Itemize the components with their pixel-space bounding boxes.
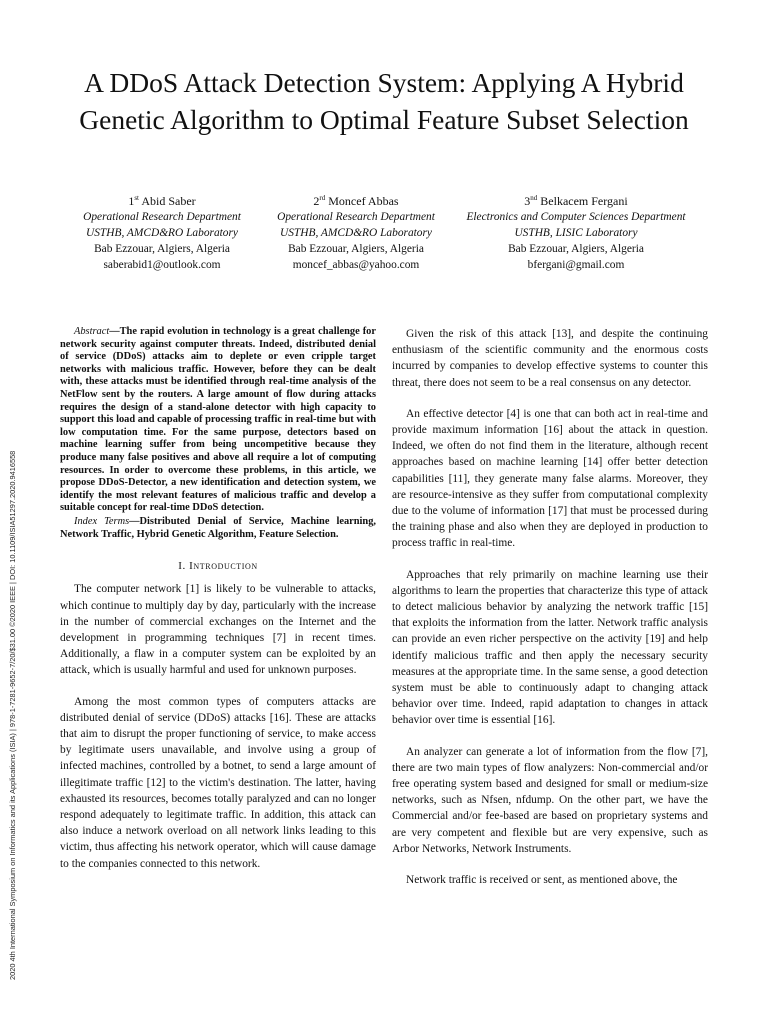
author-name: 1st Abid Saber [128, 194, 196, 208]
author-department: Operational Research Department [83, 211, 241, 223]
author-department: Operational Research Department [277, 211, 435, 223]
author-email: moncef_abbas@yahoo.com [292, 259, 420, 271]
index-terms [60, 516, 376, 541]
body-paragraph: Approaches that rely primarily on machine learning use their algorithms to learn the properties that characterize this type of attack to detect malicious behavior by analyzing the network traffic [15] that exploits the information from the latter. Network traffic analysis can provide an even richer perspective on the activity [19] and help identify malicious traffic and then apply the necessary security measures at the appropriate time. In the same sense, a good detection system must be able to continuously adapt to changing attack behavior over time. Indeed, rapid adaptation to changes in attack behavior over time is essential [16]. [392, 568, 708, 727]
left-column [60, 326, 376, 872]
right-column [392, 326, 708, 888]
body-paragraph: Network traffic is received or sent, as mentioned above, the [406, 874, 678, 887]
index-terms-text: —Distributed Denial of Service, Machine learning, Network Traffic, Hybrid Genetic Algorithm, Feature Selection. [60, 515, 377, 540]
author-3 [448, 190, 704, 273]
doi-sidebar-text: 2020 4th International Symposium on Informatics and its Applications (ISIA) | 978-1-7281-9652-7/20/$31.00 ©2020 IEEE | DOI: 10.1109/ISIA51297.2020.9416558 [8, 450, 17, 980]
abstract-label: Abstract [74, 326, 110, 337]
author-department: Electronics and Computer Sciences Department [466, 211, 686, 223]
author-email: bfergani@gmail.com [527, 259, 625, 271]
abstract [60, 326, 376, 515]
author-name: 2rd Moncef Abbas [313, 194, 399, 208]
body-paragraph: Given the risk of this attack [13], and despite the continuing enthusiasm of the scientific community and the enormous costs incurred by companies to develop effective systems to counter this threat, there does not seem to be a real consensus on any detector. [392, 328, 708, 389]
section-heading [60, 558, 376, 574]
author-laboratory: USTHB, AMCD&RO Laboratory [280, 227, 432, 239]
author-name: 3nd Belkacem Fergani [524, 194, 628, 208]
author-email: saberabid1@outlook.com [103, 259, 221, 271]
author-laboratory: USTHB, LISIC Laboratory [514, 227, 638, 239]
body-paragraph: The computer network [1] is likely to be vulnerable to attacks, which continue to multiply day by day, particularly with the increase in the number of commercial exchanges on the Internet and the development in programming techniques [7] in recent times. Additionally, a flaw in a computer system can be exploited by an attack, which is usually harmful and used for unknown purposes. [60, 583, 376, 677]
index-terms-label: Index Terms [74, 515, 130, 527]
doi-sidebar [6, 268, 20, 980]
body-paragraph: Among the most common types of computers attacks are distributed denial of service (DDoS) attacks [16]. These are attacks that aim to disrupt the proper functioning of service, to make access by legitimate users unavailable, and involve using a group of infected machines, controlled by a botnet, to send a large amount of illegitimate traffic [12] to the victim's destination. The latter, having exhausted its resources, becomes totally paralyzed and can no longer respond adequately to legitimate traffic. In addition, this attack can also induce a network overload on all network links leading to this victim, thus affecting his network operator, which will cause damage to the companies connected to this network. [60, 695, 376, 870]
author-location: Bab Ezzouar, Algiers, Algeria [94, 243, 230, 255]
paper-title: A DDoS Attack Detection System: Applying A Hybrid Genetic Algorithm to Optimal Feature Subset Selection [79, 67, 689, 135]
section-number: I. [178, 560, 186, 573]
author-block [62, 190, 708, 280]
abstract-text: —The rapid evolution in technology is a great challenge for network security against computer threats. Indeed, distributed denial of service (DDoS) attacks aim to deplete or even cripple target networks with malicious traffic. However, before they can be dealt with, these attacks must be identified through real-time analysis of the NetFlow sent by the routers. A large amount of flow during attacks requires the design of a stand-alone detector with high capacity to support this load and capable of processing traffic in real-time but with low computation time. For the same purpose, detectors based on machine learning suffer from being uncompetitive because they produce many false positives and above all require a lot of computing resources. In order to overcome these problems, in this article, we propose DDoS-Detector, a new identification and detection system, we identify the most relevant features of malicious traffic and develop a suitable concept for real-time DDoS detection. [60, 326, 376, 514]
section-title: Introduction [189, 560, 258, 573]
author-location: Bab Ezzouar, Algiers, Algeria [288, 243, 424, 255]
author-2 [256, 190, 456, 273]
author-1 [62, 190, 262, 273]
author-laboratory: USTHB, AMCD&RO Laboratory [86, 227, 238, 239]
author-location: Bab Ezzouar, Algiers, Algeria [508, 243, 644, 255]
body-paragraph: An effective detector [4] is one that can both act in real-time and provide maximum information [16] about the attack in question. Indeed, we often do not find them in the literature, although recent approaches based on machine learning [14] offer better detection capabilities [11], they generate many false alarms. Moreover, they are resource-intensive as they suffer from computational complexity due to the volume of information [17] that must be processed during the training phase and also when they are deployed in production to process traffic in real-time. [392, 407, 708, 550]
body-paragraph: An analyzer can generate a lot of information from the flow [7], there are two main types of flow analyzers: Non-commercial and/or free operating system based and designed for small or medium-size networks, such as Nfsen, nfdump. On the other part, we have the Commercial and/or fee-based are based on proprietary systems and are very competent and flexible but are very expensive, such as Arbor Networks, Network Instruments. [392, 745, 708, 855]
